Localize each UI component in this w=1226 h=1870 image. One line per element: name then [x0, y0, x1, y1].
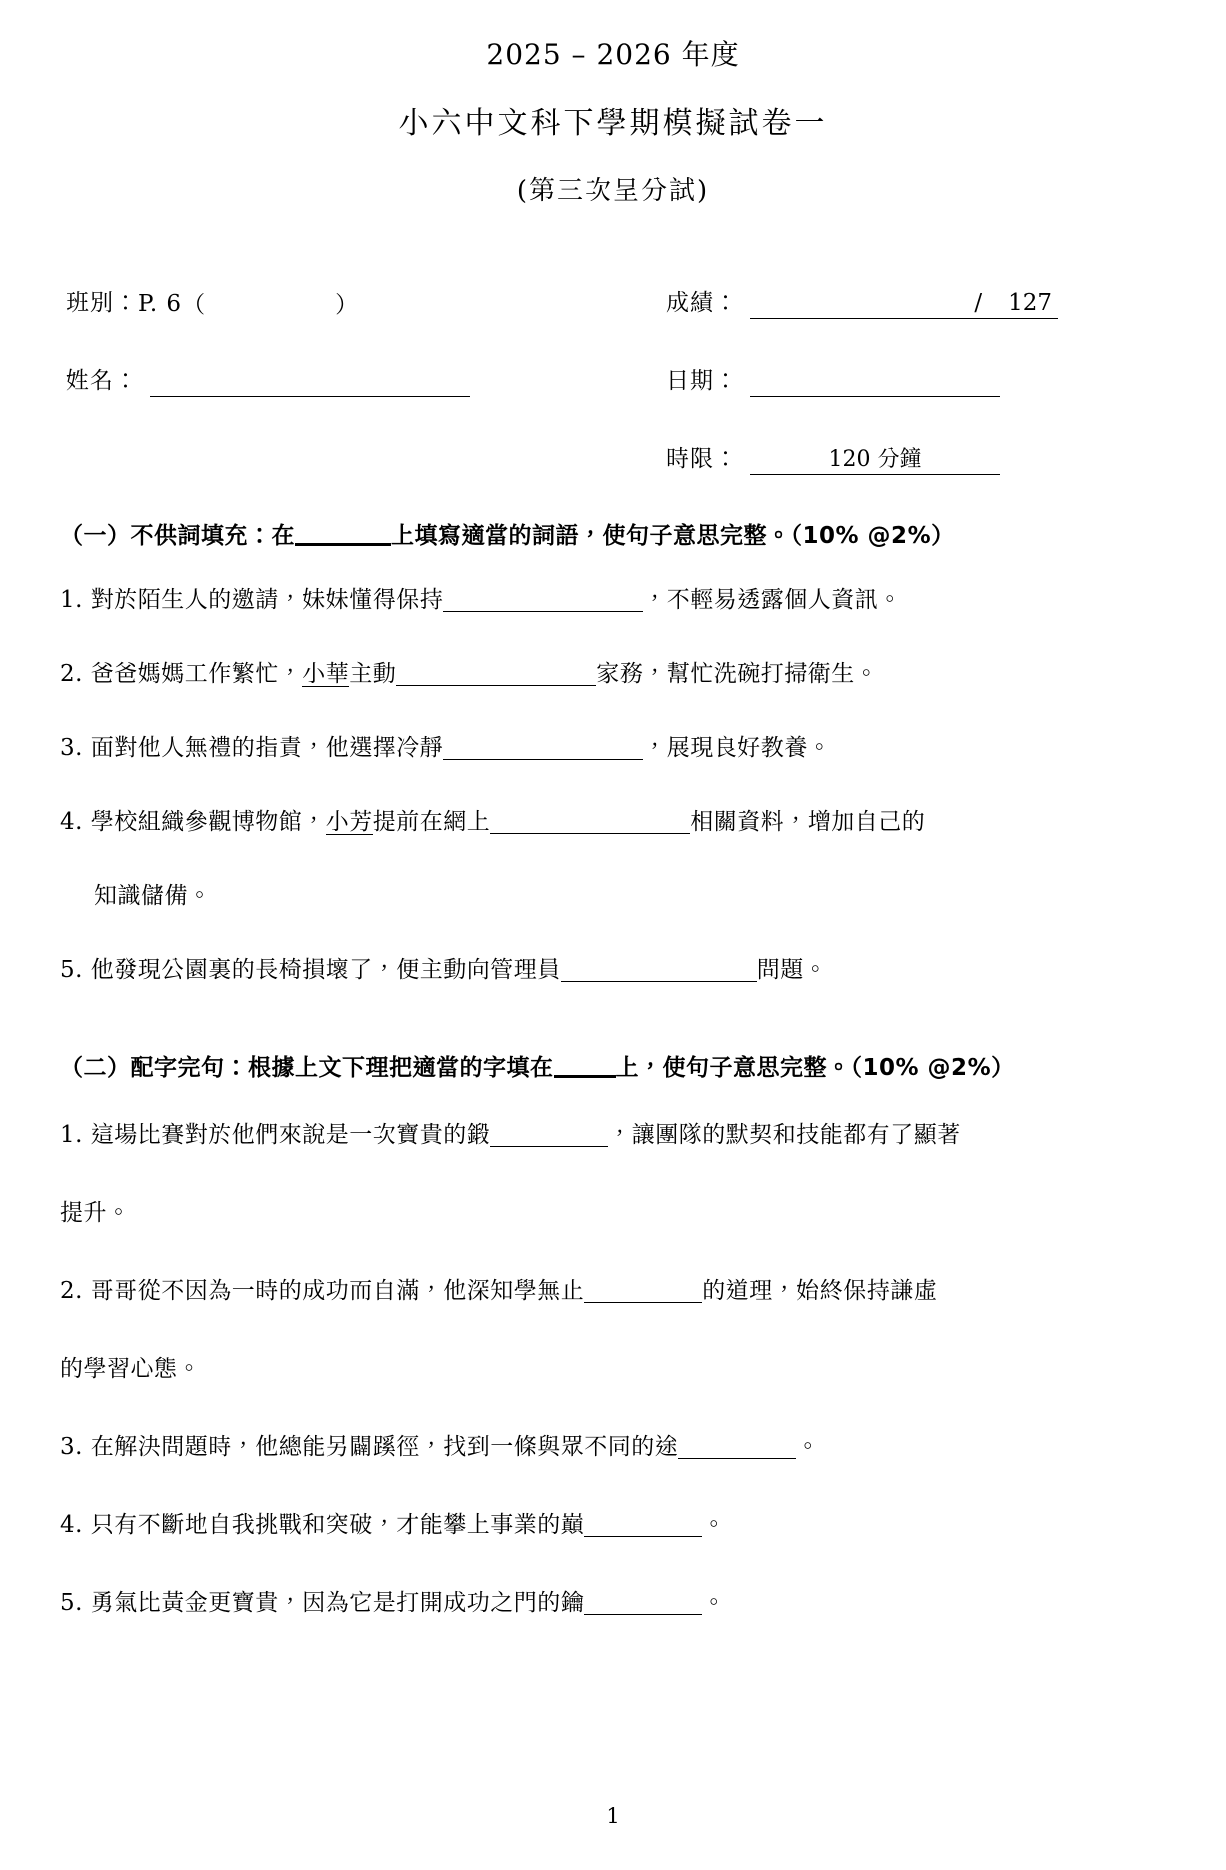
answer-blank[interactable] — [396, 663, 596, 686]
question-text-mid: 提前在網上 — [372, 809, 491, 836]
question-text-before: 勇氣比黃金更寶貴，因為它是打開成功之門的鑰 — [90, 1589, 585, 1616]
student-info-block — [0, 269, 1226, 475]
question-number: 2. — [60, 661, 83, 688]
answer-blank[interactable] — [561, 959, 757, 982]
date-input-line[interactable] — [750, 370, 1000, 397]
section-2-questions — [60, 1096, 1186, 1642]
page-title: 小六中文科下學期模擬試卷一 — [398, 105, 828, 141]
score-total-wrap — [974, 290, 1052, 316]
question-text-after: 。 — [796, 1433, 820, 1460]
question-number: 2. — [60, 1277, 83, 1304]
class-field — [66, 284, 666, 319]
question-text-continued: 知識儲備。 — [94, 883, 212, 910]
paren-close: ） — [335, 291, 359, 318]
page-footer — [0, 1804, 1226, 1828]
name-input-line[interactable] — [150, 370, 470, 397]
answer-blank[interactable] — [678, 1436, 796, 1459]
question-text-before: 這場比賽對於他們來說是一次寶貴的鍛 — [90, 1121, 491, 1148]
proper-noun: 小芳 — [325, 809, 373, 836]
section-1-heading-blank — [295, 543, 391, 546]
section-2-heading-blank — [554, 1075, 616, 1078]
question-number: 5. — [60, 957, 83, 984]
question-text-continued: 的學習心態。 — [60, 1355, 201, 1382]
score-label: 成績： — [666, 289, 738, 316]
document-header — [0, 0, 1226, 207]
question-text-after: 。 — [702, 1511, 726, 1538]
question-item — [60, 1564, 1186, 1642]
answer-blank[interactable] — [584, 1514, 702, 1537]
section-1-heading-part2: 上填寫適當的詞語，使句子意思完整。（10% @2%） — [391, 522, 955, 549]
question-text-after: 。 — [702, 1589, 726, 1616]
score-total: 127 — [1008, 289, 1052, 316]
time-limit-label: 時限： — [666, 445, 738, 472]
question-item — [60, 785, 1186, 933]
section-2-heading-part1: （二）配字完句：根據上文下理把適當的字填在 — [60, 1055, 554, 1082]
score-input-line[interactable] — [750, 289, 1058, 319]
question-item — [60, 1408, 1186, 1486]
question-text-before: 對於陌生人的邀請，妹妹懂得保持 — [90, 587, 444, 614]
question-number: 5. — [60, 1589, 83, 1616]
proper-noun: 小華 — [302, 661, 350, 688]
question-text-mid: 主動 — [349, 661, 397, 688]
paren-open: （ — [182, 291, 206, 318]
name-field — [66, 362, 666, 397]
question-item — [60, 1486, 1186, 1564]
section-1-questions — [60, 563, 1186, 1007]
name-label: 姓名： — [66, 367, 138, 394]
date-field — [666, 362, 1164, 397]
info-row-time — [66, 425, 1164, 475]
question-text-after: 的道理，始終保持謙虛 — [702, 1277, 938, 1304]
date-label: 日期： — [666, 367, 738, 394]
question-text-before: 哥哥從不因為一時的成功而自滿，他深知學無止 — [90, 1277, 585, 1304]
question-text-after: 相關資料，增加自己的 — [690, 809, 926, 836]
answer-blank[interactable] — [443, 737, 643, 760]
question-number: 1. — [60, 587, 83, 614]
class-value: P. 6 — [138, 290, 183, 317]
question-text-after: ，展現良好教養。 — [643, 735, 832, 762]
question-item — [60, 711, 1186, 785]
question-item — [60, 1252, 1186, 1408]
section-1-heading-part1: （一）不供詞填充：在 — [60, 522, 295, 549]
question-number: 4. — [60, 809, 83, 836]
info-row-name-date — [66, 347, 1164, 397]
time-limit-field — [666, 440, 1164, 475]
class-label: 班別： — [66, 289, 138, 316]
question-number: 1. — [60, 1121, 83, 1148]
question-text-after: ，讓團隊的默契和技能都有了顯著 — [608, 1121, 961, 1148]
question-item — [60, 637, 1186, 711]
score-field — [666, 284, 1164, 319]
question-text-before: 學校組織參觀博物館， — [90, 809, 326, 836]
time-limit-value: 120 分鐘 — [828, 446, 922, 472]
answer-blank[interactable] — [490, 811, 690, 834]
class-input-line[interactable] — [205, 293, 335, 319]
section-1-heading — [60, 519, 1186, 554]
question-text-before: 爸爸媽媽工作繁忙， — [90, 661, 303, 688]
question-item — [60, 1096, 1186, 1252]
page-number: 1 — [606, 1804, 620, 1828]
info-row-class-score — [66, 269, 1164, 319]
question-text-after: 家務，幫忙洗碗打掃衛生。 — [596, 661, 879, 688]
time-limit-value-line — [750, 448, 1000, 475]
answer-blank[interactable] — [584, 1280, 702, 1303]
section-2-heading-part2: 上，使句子意思完整。（10% @2%） — [615, 1055, 1015, 1082]
question-text-before: 在解決問題時，他總能另闢蹊徑，找到一條與眾不同的途 — [90, 1433, 679, 1460]
answer-blank[interactable] — [490, 1124, 608, 1147]
academic-year: 2025 – 2026 年度 — [486, 38, 740, 71]
answer-blank[interactable] — [584, 1592, 702, 1615]
question-number: 3. — [60, 1433, 83, 1460]
question-text-after: 問題。 — [756, 957, 828, 984]
question-item — [60, 933, 1186, 1007]
answer-blank[interactable] — [443, 589, 643, 612]
question-text-before: 他發現公園裏的長椅損壞了，便主動向管理員 — [90, 957, 561, 984]
question-text-before: 面對他人無禮的指責，他選擇冷靜 — [90, 735, 444, 762]
score-slash: / — [974, 289, 983, 316]
question-text-after: ，不輕易透露個人資訊。 — [643, 587, 902, 614]
question-number: 4. — [60, 1511, 83, 1538]
question-number: 3. — [60, 735, 83, 762]
question-text-continued: 提升。 — [60, 1199, 131, 1226]
section-2-heading — [60, 1051, 1186, 1086]
question-text-before: 只有不斷地自我挑戰和突破，才能攀上事業的巔 — [90, 1511, 585, 1538]
question-item — [60, 563, 1186, 637]
exam-subtitle: (第三次呈分試) — [516, 175, 710, 206]
